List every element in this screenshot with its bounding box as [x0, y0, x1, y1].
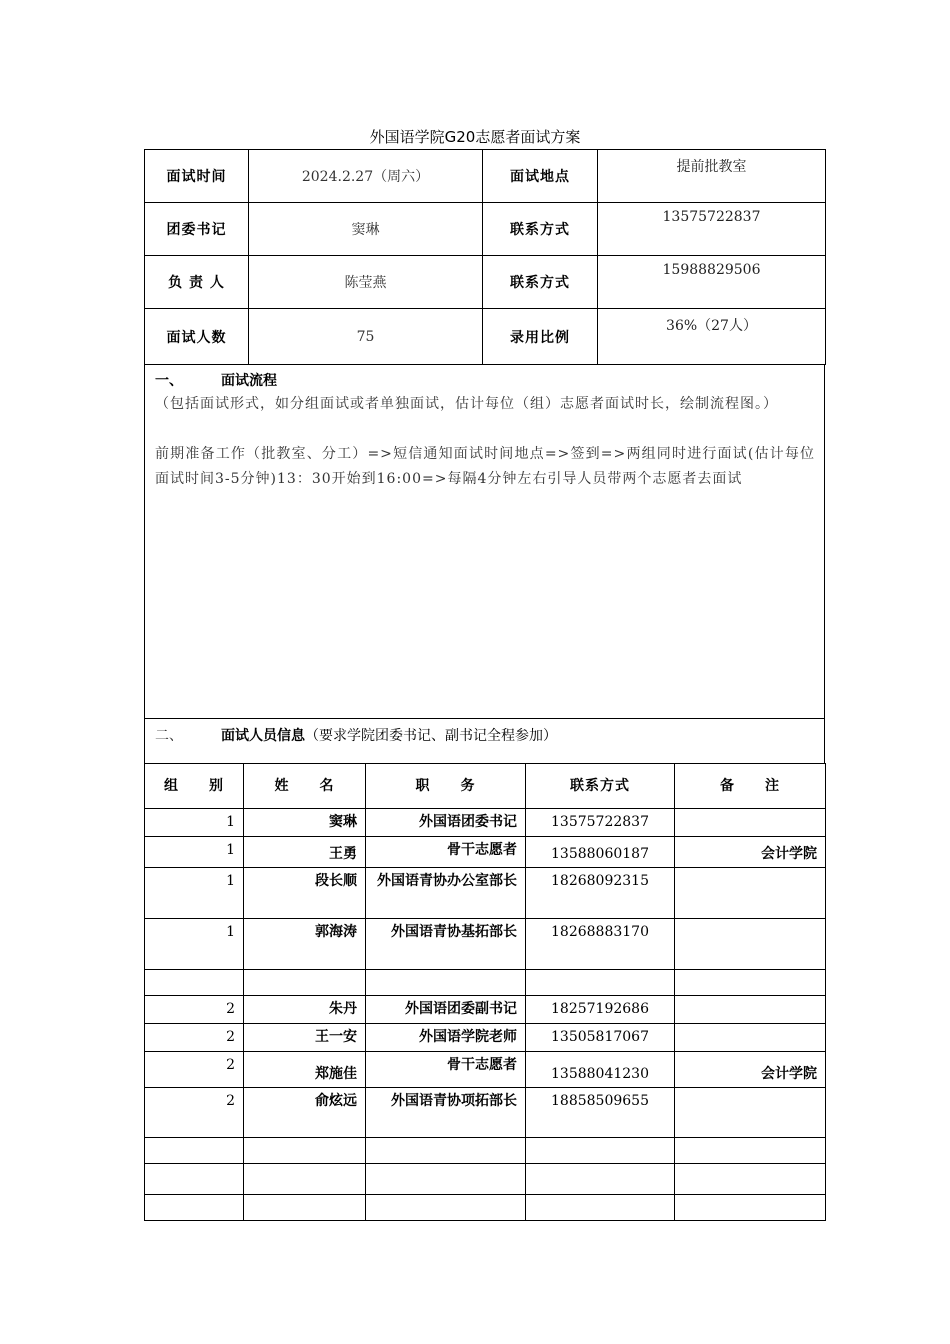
row-name: 朱丹 [244, 996, 366, 1024]
section2-title: 面试人员信息 [221, 728, 305, 744]
header-note: 备 注 [675, 764, 826, 809]
row-note [675, 868, 826, 919]
row-group [145, 1164, 244, 1195]
row-contact: 13588041230 [526, 1052, 675, 1088]
row-group: 1 [145, 809, 244, 837]
table-row [145, 809, 826, 837]
row-group: 1 [145, 837, 244, 868]
section1-title: 面试流程 [221, 373, 277, 389]
row-name: 郭海涛 [244, 919, 366, 970]
row-contact: 13575722837 [526, 809, 675, 837]
row-role [366, 1138, 526, 1164]
table-header-row [145, 764, 826, 809]
table-row [145, 996, 826, 1024]
row-note [675, 1024, 826, 1052]
header-role: 职 务 [366, 764, 526, 809]
row-contact [526, 1164, 675, 1195]
ratio-label: 录用比例 [483, 309, 598, 365]
section1-number: 一、 [155, 373, 183, 389]
row-name [244, 1164, 366, 1195]
row-note [675, 1138, 826, 1164]
row-name [244, 1138, 366, 1164]
row-note [675, 1088, 826, 1138]
row-contact: 18268883170 [526, 919, 675, 970]
table-row [145, 970, 826, 996]
row-role: 外国语青协项拓部长 [366, 1088, 526, 1138]
row-note [675, 1164, 826, 1195]
row-contact [526, 1138, 675, 1164]
document-title: 外国语学院G20志愿者面试方案 [369, 128, 581, 146]
contact-value-2: 15988829506 [598, 256, 826, 309]
contact-value-1: 13575722837 [598, 203, 826, 256]
row-contact [526, 1195, 675, 1221]
row-group: 1 [145, 919, 244, 970]
row-group: 2 [145, 996, 244, 1024]
row-name: 俞炫远 [244, 1088, 366, 1138]
place-label: 面试地点 [483, 150, 598, 203]
contact-label-2: 联系方式 [483, 256, 598, 309]
row-note [675, 919, 826, 970]
leader-value: 陈莹燕 [249, 256, 483, 309]
time-value: 2024.2.27（周六） [249, 150, 483, 203]
leader-label: 负 责 人 [145, 256, 249, 309]
row-name [244, 1195, 366, 1221]
table-row [145, 868, 826, 919]
row-role: 骨干志愿者 [366, 1052, 526, 1088]
row-group: 2 [145, 1088, 244, 1138]
table-row [145, 1195, 826, 1221]
row-role: 外国语青协基拓部长 [366, 919, 526, 970]
header-contact: 联系方式 [526, 764, 675, 809]
table-row [145, 1164, 826, 1195]
interview-info-table [144, 149, 826, 365]
row-contact: 18858509655 [526, 1088, 675, 1138]
table-row [145, 1138, 826, 1164]
row-note [675, 1195, 826, 1221]
row-role: 外国语青协办公室部长 [366, 868, 526, 919]
row-contact [526, 970, 675, 996]
interviewer-info-section [144, 718, 825, 764]
row-contact: 18268092315 [526, 868, 675, 919]
secretary-value: 窦琳 [249, 203, 483, 256]
row-contact: 13588060187 [526, 837, 675, 868]
row-role [366, 1195, 526, 1221]
section1-note: （包括面试形式，如分组面试或者单独面试，估计每位（组）志愿者面试时长，绘制流程图。） [155, 396, 778, 412]
section1-flow: 前期准备工作（批教室、分工）=>短信通知面试时间地点=>签到=>两组同时进行面试(估计每位面试时间3-5分钟)13：30开始到16:00=>每隔4分钟左右引导人员带两个志愿者去面试 [155, 446, 815, 487]
count-label: 面试人数 [145, 309, 249, 365]
row-note: 会计学院 [675, 1052, 826, 1088]
row-name: 段长顺 [244, 868, 366, 919]
row-note [675, 809, 826, 837]
row-role: 外国语团委副书记 [366, 996, 526, 1024]
row-group: 2 [145, 1052, 244, 1088]
row-role: 外国语学院老师 [366, 1024, 526, 1052]
contact-label-1: 联系方式 [483, 203, 598, 256]
row-name: 郑施佳 [244, 1052, 366, 1088]
row-name: 窦琳 [244, 809, 366, 837]
row-group: 1 [145, 868, 244, 919]
row-group: 2 [145, 1024, 244, 1052]
row-role: 外国语团委书记 [366, 809, 526, 837]
row-group [145, 1138, 244, 1164]
header-group: 组 别 [145, 764, 244, 809]
interview-process-section [144, 364, 825, 718]
row-name [244, 970, 366, 996]
row-name: 王勇 [244, 837, 366, 868]
section2-heading [155, 725, 557, 745]
section2-number: 二、 [155, 728, 183, 744]
ratio-value: 36%（27人） [598, 309, 826, 365]
section2-note: （要求学院团委书记、副书记全程参加） [305, 728, 557, 744]
row-group [145, 970, 244, 996]
row-contact: 13505817067 [526, 1024, 675, 1052]
table-row [145, 1024, 826, 1052]
row-contact: 18257192686 [526, 996, 675, 1024]
row-name: 王一安 [244, 1024, 366, 1052]
place-value: 提前批教室 [598, 150, 826, 203]
row-note: 会计学院 [675, 837, 826, 868]
header-name: 姓 名 [244, 764, 366, 809]
row-role [366, 970, 526, 996]
secretary-label: 团委书记 [145, 203, 249, 256]
row-note [675, 996, 826, 1024]
table-row [145, 1052, 826, 1088]
count-value: 75 [249, 309, 483, 365]
interviewer-table [144, 763, 826, 1221]
row-group [145, 1195, 244, 1221]
row-note [675, 970, 826, 996]
table-row [145, 837, 826, 868]
row-role: 骨干志愿者 [366, 837, 526, 868]
time-label: 面试时间 [145, 150, 249, 203]
table-row [145, 1088, 826, 1138]
row-role [366, 1164, 526, 1195]
table-row [145, 919, 826, 970]
section1-heading [155, 370, 277, 390]
